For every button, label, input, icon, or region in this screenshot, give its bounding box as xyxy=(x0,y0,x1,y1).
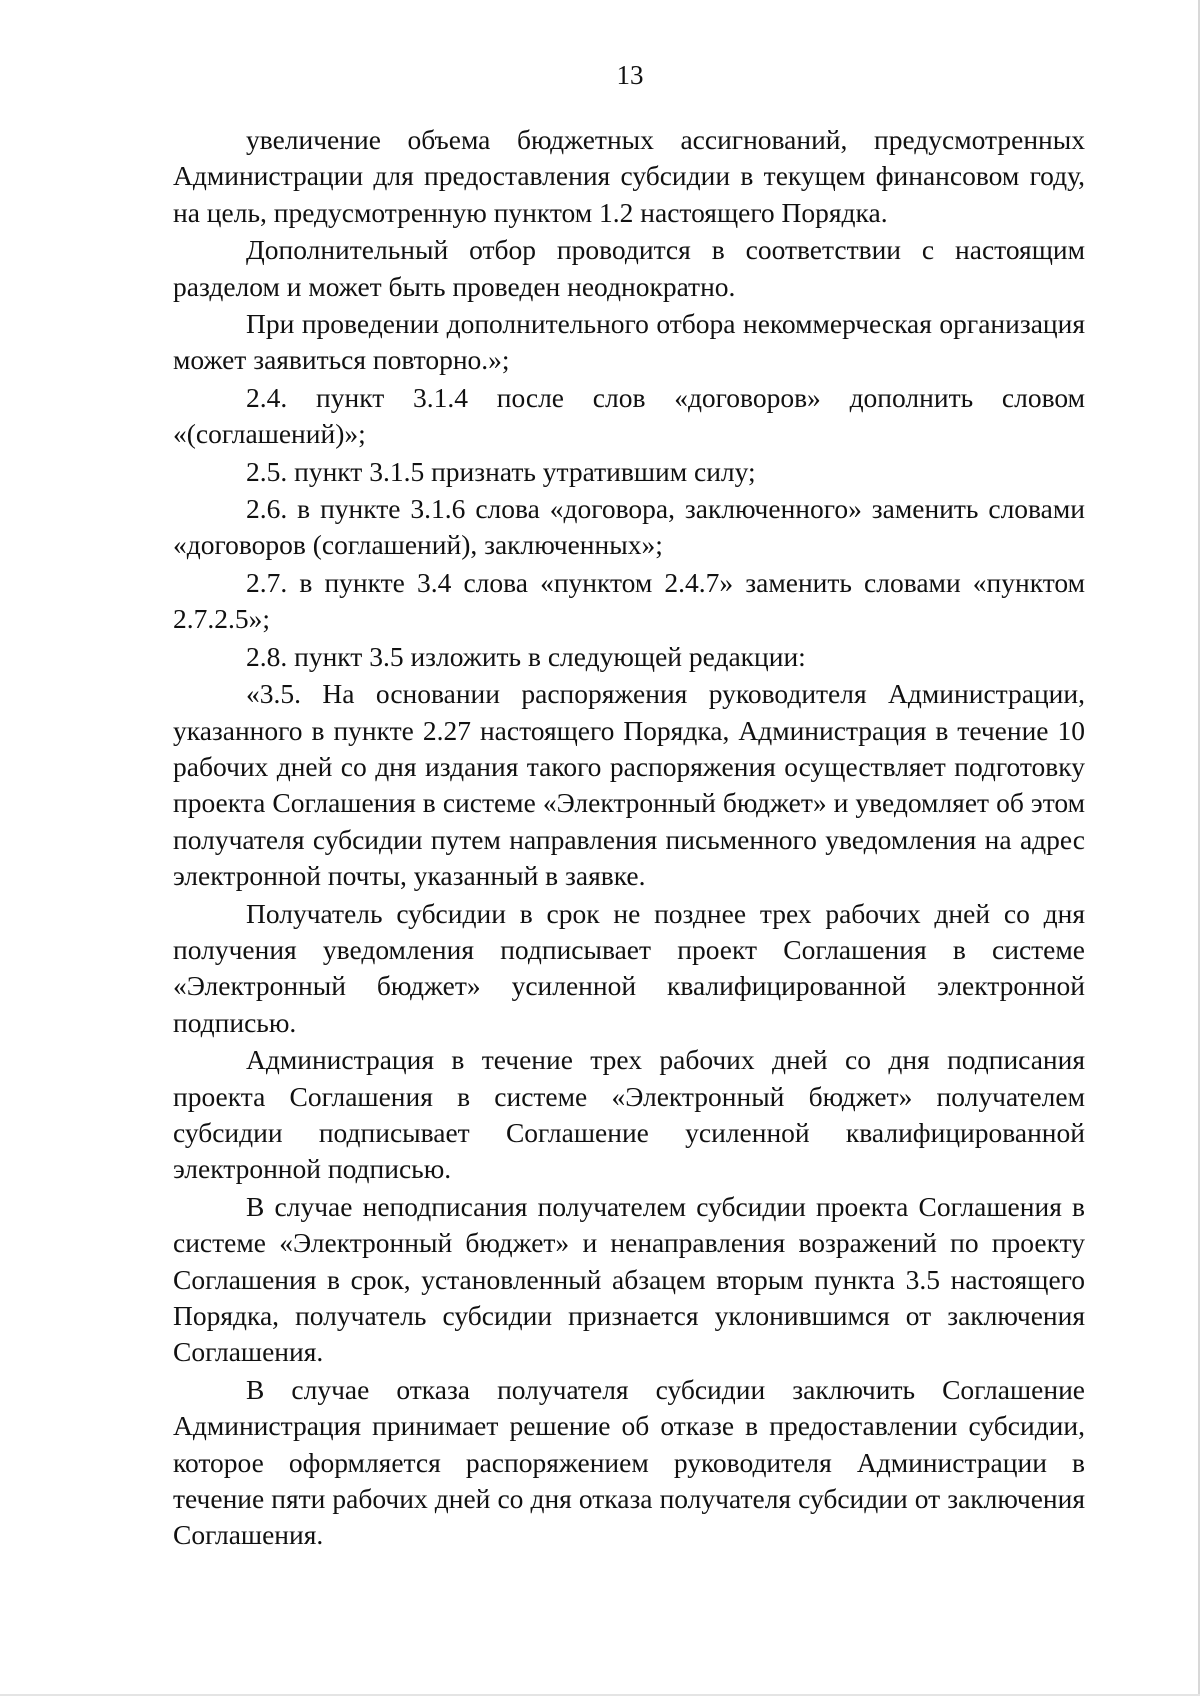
paragraph: 2.4. пункт 3.1.4 после слов «договоров» дополнить словом «(соглашений)»; xyxy=(173,381,1085,450)
page-number: 13 xyxy=(616,60,644,90)
paragraph: 2.7. в пункте 3.4 слова «пунктом 2.4.7» заменить словами «пунктом 2.7.2.5»; xyxy=(173,566,1085,635)
paragraph: При проведении дополнительного отбора некоммерческая организация может заявиться повторно.»; xyxy=(173,308,1085,376)
paragraph: Получатель субсидии в срок не позднее трех рабочих дней со дня получения уведомления подписывает проект Соглашения в системе «Электронный бюджет» усиленной квалифицированной электронной подписью. xyxy=(173,897,1085,1038)
paragraph: 2.8. пункт 3.5 изложить в следующей редакции: xyxy=(246,640,806,672)
paragraph: Администрация в течение трех рабочих дней со дня подписания проекта Соглашения в системе «Электронный бюджет» получателем субсидии подписывает Соглашение усиленной квалифицированной электронной подписью. xyxy=(173,1044,1085,1185)
document-body xyxy=(173,122,1085,1554)
paragraph: «3.5. На основании распоряжения руководителя Администрации, указанного в пункте 2.27 настоящего Порядка, Администрация в течение 10 рабочих дней со дня издания такого распоряжения осуществляет подготовку проекта Соглашения в системе «Электронный бюджет» и уведомляет об этом получателя субсидии путем направления письменного уведомления на адрес электронной почты, указанный в заявке. xyxy=(173,678,1085,892)
paragraph: В случае неподписания получателем субсидии проекта Соглашения в системе «Электронный бюджет» и ненаправления возражений по проекту Соглашения в срок, установленный абзацем вторым пункта 3.5 настоящего Порядка, получатель субсидии признается уклонившимся от заключения Соглашения. xyxy=(173,1190,1085,1368)
paragraph: увеличение объема бюджетных ассигнований, предусмотренных Администрации для предоставления субсидии в текущем финансовом году, на цель, предусмотренную пунктом 1.2 настоящего Порядка. xyxy=(173,124,1085,228)
paragraph: 2.5. пункт 3.1.5 признать утратившим силу; xyxy=(246,455,756,487)
paragraph: В случае отказа получателя субсидии заключить Соглашение Администрация принимает решение об отказе в предоставлении субсидии, которое оформляется распоряжением руководителя Администрации в течение пяти рабочих дней со дня отказа получателя субсидии от заключения Соглашения. xyxy=(173,1373,1085,1551)
paragraph: 2.6. в пункте 3.1.6 слова «договора, заключенного» заменить словами «договоров (соглашений), заключенных»; xyxy=(173,493,1085,561)
paragraph: Дополнительный отбор проводится в соответствии с настоящим разделом и может быть проведен неоднократно. xyxy=(173,234,1085,302)
